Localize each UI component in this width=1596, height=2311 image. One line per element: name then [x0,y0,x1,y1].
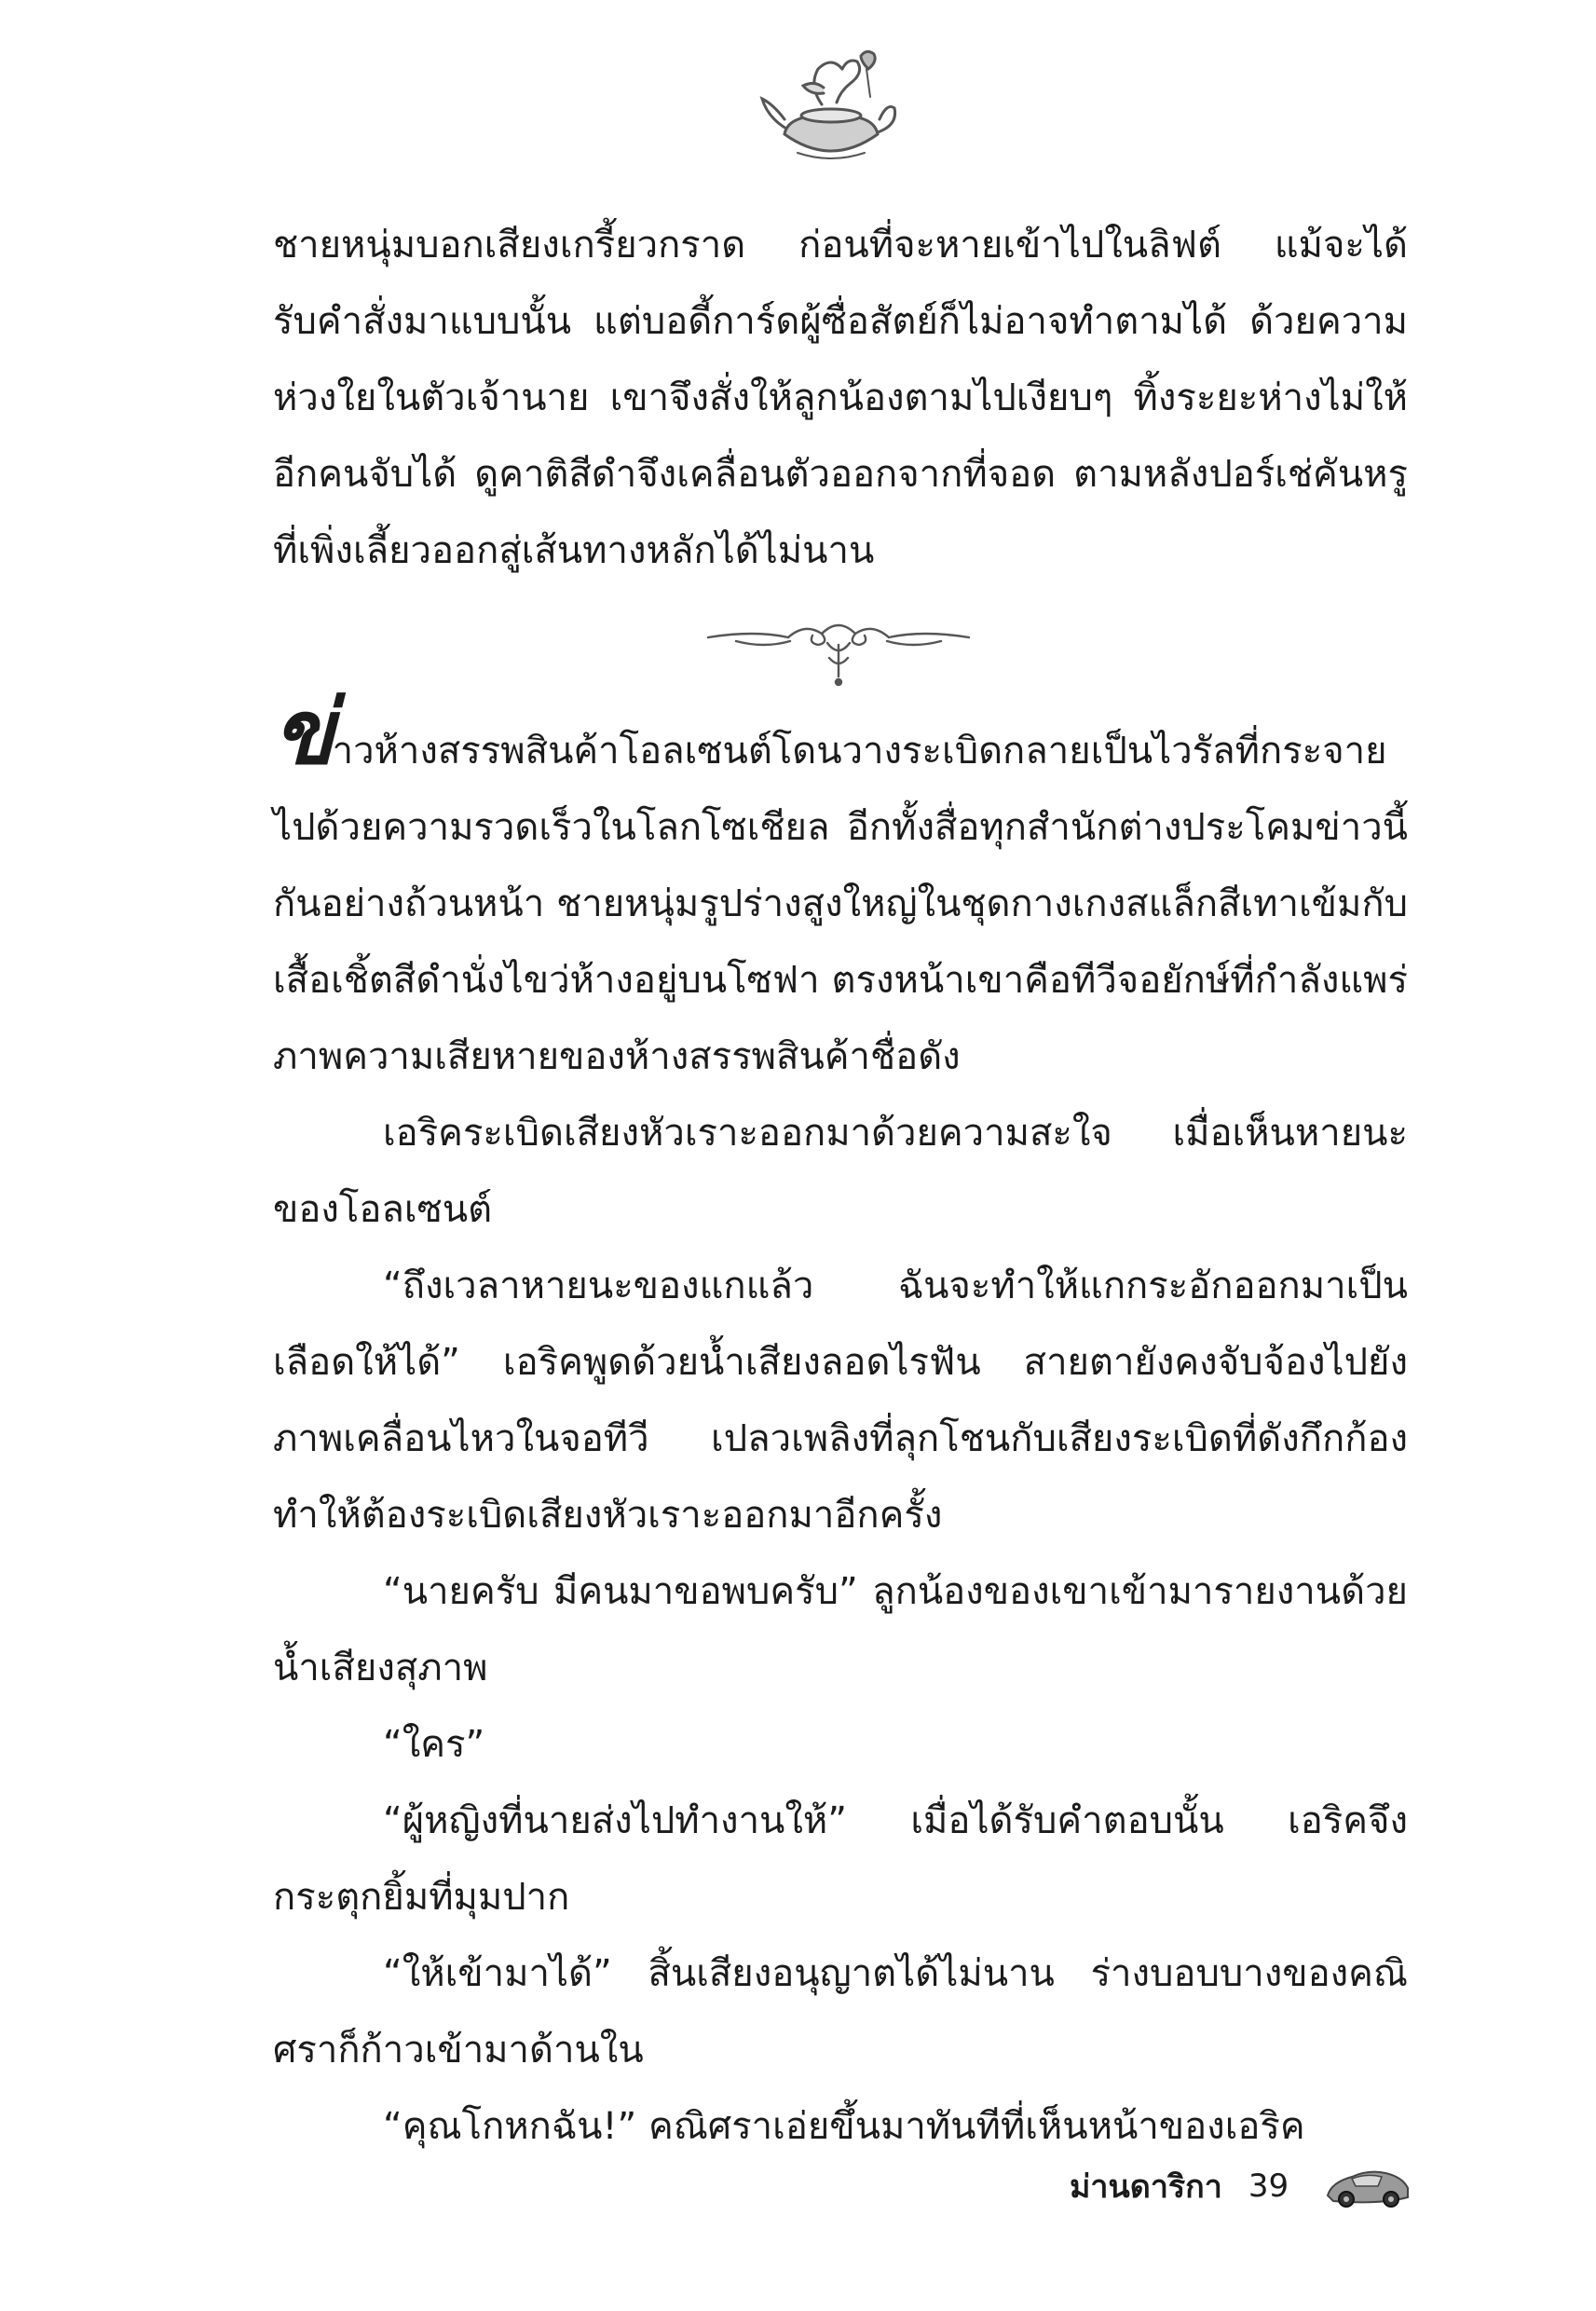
paragraph: “นายครับ มีคนมาขอพบครับ” ลูกน้องของเขาเข้ามารายงานด้วยน้ำเสียงสุภาพ [273,1570,1408,1689]
paragraph: “ให้เข้ามาได้” สิ้นเสียงอนุญาตได้ไม่นาน ร่างบอบบางของคณิศราก็ก้าวเข้ามาด้านใน [273,1952,1408,2072]
drop-cap: ข่ [273,679,333,785]
top-text-block [273,207,1408,589]
paragraph: เอริคระเบิดเสียงหัวเราะออกมาด้วยความสะใจ เมื่อเห็นหายนะของโอลเซนต์ [273,1112,1408,1231]
page-footer [1070,2158,1412,2214]
book-title: ม่านดาริกา [1070,2168,1222,2206]
sports-car-icon [1324,2160,1412,2212]
ornamental-divider [699,617,978,691]
paragraph: “ผู้หญิงที่นายส่งไปทำงานให้” เมื่อได้รับคำตอบนั้น เอริคจึงกระตุกยิ้มที่มุมปาก [273,1799,1408,1919]
paragraph: “คุณโกหกฉัน!” คณิศราเอ่ยขึ้นมาทันทีที่เห็นหน้าของเอริค [383,2105,1305,2148]
paragraph [273,679,1408,1095]
paragraph-text: าวห้างสรรพสินค้าโอลเซนต์โดนวางระเบิดกลายเป็นไวรัลที่กระจายไปด้วยความรวดเร็วในโลกโซเชียล อีกทั้งสื่อทุกสำนักต่างประโคมข่าวนี้กันอย่างถ้วนหน้า ชายหนุ่มรูปร่างสูงใหญ่ในชุดกางเกงสแล็กสีเทาเข้มกับเสื้อเชิ้ตสีดำนั่งไขว่ห้างอยู่บนโซฟา ตรงหน้าเขาคือทีวีจอยักษ์ที่กำลังแพร่ภาพความเสียหายของห้างสรรพสินค้าชื่อดัง [273,730,1408,1078]
main-text-block [273,679,1408,2165]
teapot-cupid-icon [757,48,906,170]
paragraph: ชายหนุ่มบอกเสียงเกรี้ยวกราด ก่อนที่จะหายเข้าไปในลิฟต์ แม้จะได้รับคำสั่งมาแบบนั้น แต่บอดี้การ์ดผู้ซื่อสัตย์ก็ไม่อาจทำตามได้ ด้วยความห่วงใยในตัวเจ้านาย เขาจึงสั่งให้ลูกน้องตามไปเงียบๆ ทิ้งระยะห่างไม่ให้อีกคนจับได้ ดูคาติสีดำจึงเคลื่อนตัวออกจากที่จอด ตามหลังปอร์เช่คันหรูที่เพิ่งเลี้ยวออกสู่เส้นทางหลักได้ไม่นาน [273,224,1408,572]
paragraph: “ใคร” [383,1723,485,1766]
paragraph: “ถึงเวลาหายนะของแกแล้ว ฉันจะทำให้แกกระอักออกมาเป็นเลือดให้ได้” เอริคพูดด้วยน้ำเสียงลอดไรฟัน สายตายังคงจับจ้องไปยังภาพเคลื่อนไหวในจอทีวี เปลวเพลิงที่ลุกโชนกับเสียงระเบิดที่ดังกึกก้อง ทำให้ต้องระเบิดเสียงหัวเราะออกมาอีกครั้ง [273,1265,1408,1537]
page-number: 39 [1248,2167,1289,2205]
